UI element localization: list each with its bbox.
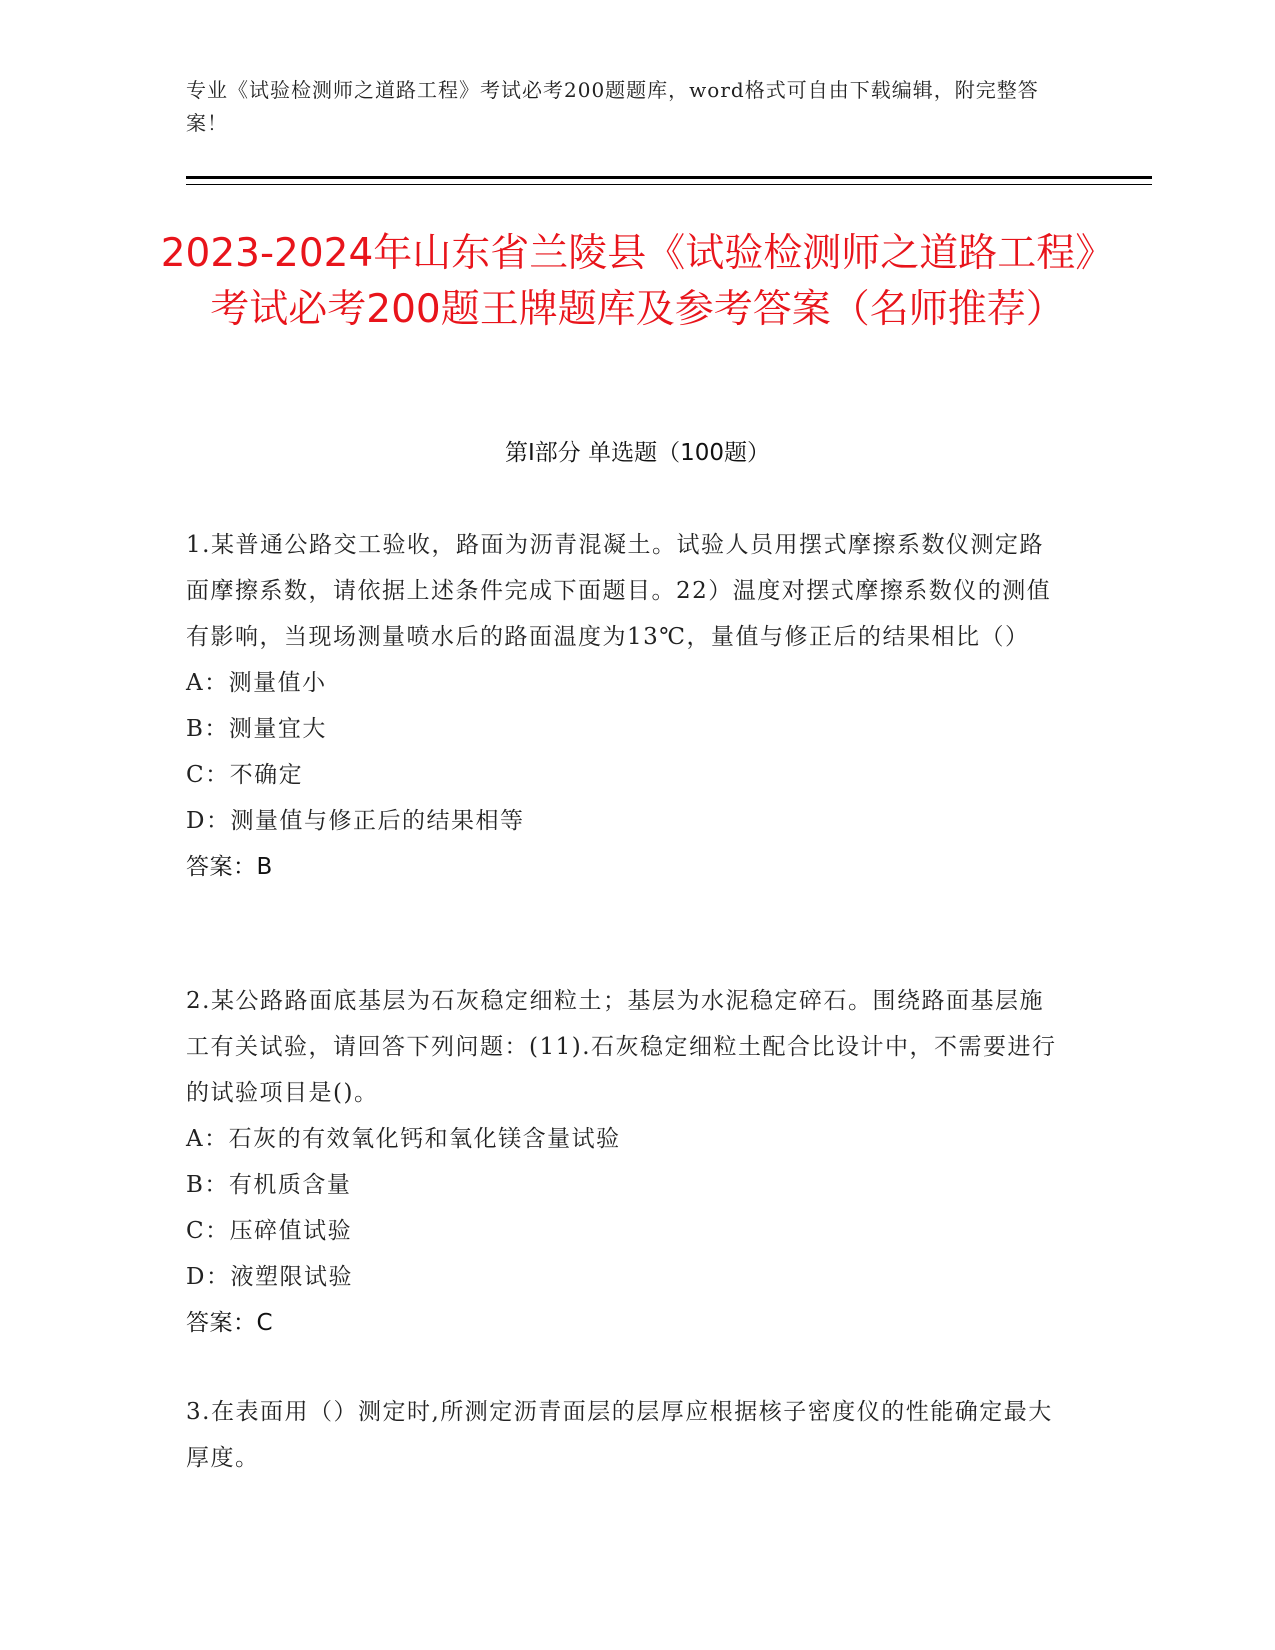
question-stem: 2.某公路路面底基层为石灰稳定细粒土；基层为水泥稳定碎石。围绕路面基层施工有关试验，请回答下列问题：(11).石灰稳定细粒土配合比设计中，不需要进行的试验项目是()。 (186, 988, 1057, 1106)
option-c: C：压碎值试验 (186, 1218, 353, 1244)
question-stem: 1.某普通公路交工验收，路面为沥青混凝土。试验人员用摆式摩擦系数仪测定路面摩擦系数，请依据上述条件完成下面题目。22）温度对摆式摩擦系数仪的测值有影响，当现场测量喷水后的路面温度为13℃，量值与修正后的结果相比（） (186, 532, 1052, 650)
question-2 (186, 978, 1066, 1346)
header-divider-thin (186, 184, 1152, 185)
option-a: A：石灰的有效氧化钙和氧化镁含量试验 (186, 1126, 621, 1152)
answer: 答案：C (186, 1310, 274, 1336)
section-heading: 第Ⅰ部分 单选题（100题） (505, 440, 770, 466)
document-title: 2023-2024年山东省兰陵县《试验检测师之道路工程》考试必考200题王牌题库及参考答案（名师推荐） (160, 231, 1115, 332)
header-divider-thick (186, 176, 1152, 179)
question-stem: 3.在表面用（）测定时,所测定沥青面层的层厚应根据核子密度仪的性能确定最大厚度。 (186, 1399, 1053, 1471)
option-d: D：液塑限试验 (186, 1264, 353, 1290)
option-d: D：测量值与修正后的结果相等 (186, 808, 525, 834)
option-b: B：测量宜大 (186, 716, 327, 742)
option-c: C：不确定 (186, 762, 304, 788)
option-b: B：有机质含量 (186, 1172, 352, 1198)
option-a: A：测量值小 (186, 670, 327, 696)
question-3 (186, 1389, 1066, 1481)
answer: 答案：B (186, 854, 273, 880)
question-1 (186, 522, 1066, 890)
header-note: 专业《试验检测师之道路工程》考试必考200题题库，word格式可自由下载编辑，附完整答案！ (186, 78, 1039, 135)
